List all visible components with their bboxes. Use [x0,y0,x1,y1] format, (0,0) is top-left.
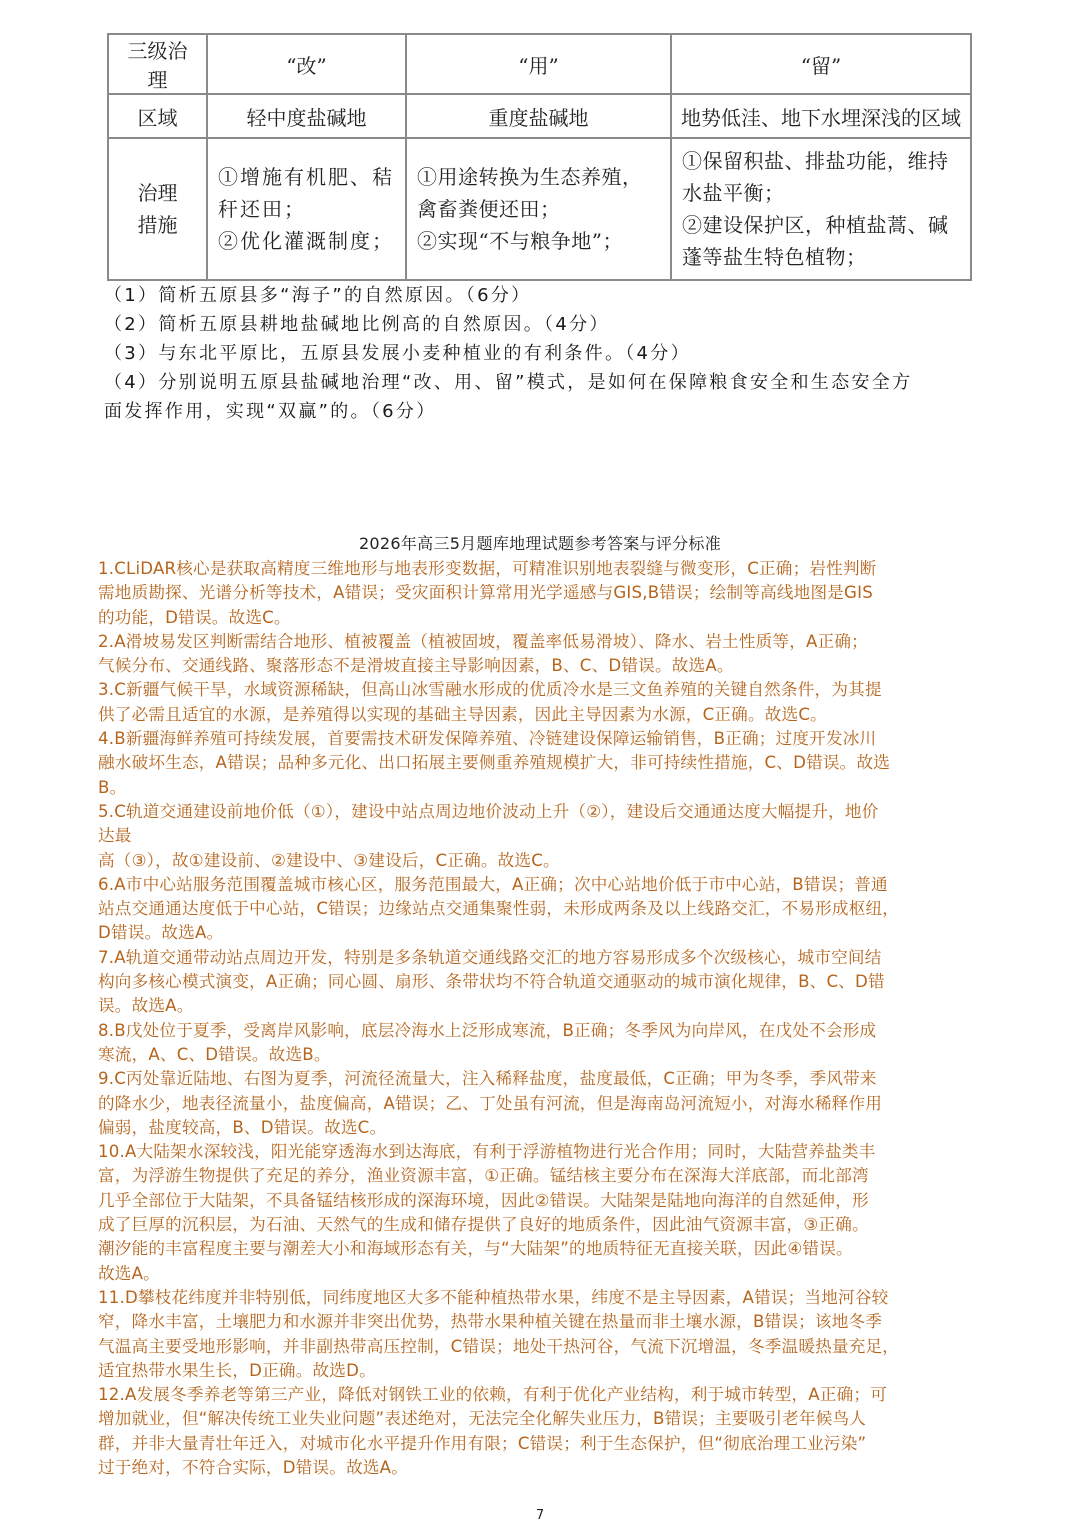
measures-cell-yong [406,138,671,280]
table-header-cell: “改” [207,34,406,94]
answer-line: 偏弱，盐度较高，B、D错误。故选C。 [98,1117,387,1137]
governance-table [107,33,972,281]
measures-label-line: 措施 [137,213,178,237]
table-header-row [108,34,971,94]
answer-line: 6.A市中心站服务范围覆盖城市核心区，服务范围最大，A正确；次中心站地价低于市中心站，B错误；普通 [98,874,888,894]
answer-line: 故选A。 [98,1263,160,1283]
region-label: 区域 [108,94,207,138]
answer-line: 误。故选A。 [98,996,194,1016]
answer-line: 窄，降水丰富，土壤肥力和水源并非突出优势，热带水果种植关键在热量而非土壤水源，B错误；该地冬季 [98,1312,883,1332]
answer-list [98,557,990,1480]
answer-line: 增加就业，但“解决传统工业失业问题”表述绝对，无法完全化解失业压力，B错误；主要吸引老年候鸟人 [98,1409,867,1429]
question-item: （1）简析五原县多“海子”的自然原因。（6分） [104,285,532,306]
answer-line: 1.CLiDAR核心是获取高精度三维地形与地表形变数据，可精准识别地表裂缝与微变形，C正确；岩性判断 [98,559,877,578]
question-item: （2）简析五原县耕地盐碱地比例高的自然原因。（4分） [104,314,610,335]
answer-line: 成了巨厚的沉积层，为石油、天然气的生成和储存提供了良好的地质条件，因此油气资源丰富，③正确。 [98,1215,869,1235]
table-header-cell: 三级治理 [108,34,207,94]
answer-line: 几乎全部位于大陆架，不具备锰结核形成的深海环境，因此②错误。大陆架是陆地向海洋的自然延伸，形 [98,1190,869,1210]
answer-line: 3.C新疆气候干旱，水域资源稀缺，但高山冰雪融水形成的优质冷水是三文鱼养殖的关键自然条件，为其提 [98,680,882,700]
table-header-cell: “留” [671,34,971,94]
answer-line: 寒流，A、C、D错误。故选B。 [98,1044,331,1064]
question-item: （4）分别说明五原县盐碱地治理“改、用、留”模式，是如何在保障粮食安全和生态安全方 [104,372,913,393]
measures-cell-liu [671,138,971,280]
answer-line: 高（③），故①建设前、②建设中、③建设后，C正确。故选C。 [98,850,560,870]
measures-line: ②建设保护区，种植盐蒿、碱 [682,213,949,237]
region-cell: 轻中度盐碱地 [207,94,406,138]
measures-line: 禽畜粪便还田； [417,197,561,221]
answer-line: 站点交通通达度低于中心站，C错误；边缘站点交通集聚性弱，未形成两条及以上线路交汇，不易形成枢纽， [98,899,900,919]
answer-line: 需地质勘探、光谱分析等技术，A错误；受灾面积计算常用光学遥感与GIS,B错误；绘制等高线地图是GIS [98,583,873,603]
answer-line: 2.A滑坡易发区判断需结合地形、植被覆盖（植被固坡，覆盖率低易滑坡）、降水、岩土性质等，A正确； [98,631,868,651]
answer-line: 9.C丙处靠近陆地、右图为夏季，河流径流量大，注入稀释盐度，盐度最低，C正确；甲为冬季，季风带来 [98,1069,877,1089]
answer-line: 7.A轨道交通带动站点周边开发，特别是多条轨道交通线路交汇的地方容易形成多个次级核心，城市空间结 [98,947,882,967]
answer-line: 11.D攀枝花纬度并非特别低，同纬度地区大多不能种植热带水果，纬度不是主导因素，A错误；当地河谷较 [98,1287,889,1307]
table-header-cell: “用” [406,34,671,94]
answer-line: D错误。故选A。 [98,923,224,943]
answer-line: 适宜热带水果生长，D正确。故选D。 [98,1360,376,1380]
measures-line: 水盐平衡； [682,181,785,205]
measures-label [108,138,207,280]
answer-line: 8.B戊处位于夏季，受离岸风影响，底层冷海水上泛形成寒流，B正确；冬季风为向岸风，在戊处不会形成 [98,1020,877,1040]
region-cell: 地势低洼、地下水埋深浅的区域 [671,94,971,138]
question-list [104,281,994,426]
region-cell: 重度盐碱地 [406,94,671,138]
measures-line: ②优化灌溉制度； [218,229,394,253]
answer-line: 达最 [98,826,132,846]
answer-line: 潮汐能的丰富程度主要与潮差大小和海域形态有关，与“大陆架”的地质特征无直接关联，因此④错误。 [98,1239,853,1259]
answer-line: 富，为浮游生物提供了充足的养分，渔业资源丰富，①正确。锰结核主要分布在深海大洋底部，而北部湾 [98,1166,869,1186]
measures-line: 蓬等盐生特色植物； [682,245,867,269]
answer-line: 的降水少，地表径流量小，盐度偏高，A错误；乙、丁处虽有河流，但是海南岛河流短小，对海水稀释作用 [98,1093,883,1113]
answer-line: 气候分布、交通线路、聚落形态不是滑坡直接主导影响因素，B、C、D错误。故选A。 [98,656,734,676]
answer-title: 2026年高三5月题库地理试题参考答案与评分标准 [358,534,722,553]
measures-line: ①保留积盐、排盐功能，维持 [682,149,949,173]
question-item: 面发挥作用，实现“双赢”的。（6分） [104,401,437,422]
answer-line: 供了必需且适宜的水源，是养殖得以实现的基础主导因素，因此主导因素为水源，C正确。故选C。 [98,704,827,724]
answer-line: 10.A大陆架水深较浅，阳光能穿透海水到达海底，有利于浮游植物进行光合作用；同时，大陆营养盐类丰 [98,1142,876,1162]
answer-line: 融水破坏生态，A错误；品种多元化、出口拓展主要侧重养殖规模扩大，非可持续性措施，C、D错误。故选 [98,753,891,773]
measures-label-line: 治理 [137,181,178,205]
table-region-row [108,94,971,138]
measures-line: ①增施有机肥、秸 [218,165,394,189]
answer-line: 5.C轨道交通建设前地价低（①），建设中站点周边地价波动上升（②），建设后交通通达度大幅提升，地价 [98,801,879,821]
answer-line: 群，并非大量青壮年迁入，对城市化水平提升作用有限；C错误；利于生态保护，但“彻底治理工业污染” [98,1433,867,1453]
answer-line: 构向多核心模式演变，A正确；同心圆、扇形、条带状均不符合轨道交通驱动的城市演化规律，B、C、D错 [98,972,885,992]
measures-line: ①用途转换为生态养殖， [417,165,643,189]
answer-line: 12.A发展冬季养老等第三产业，降低对钢铁工业的依赖，有利于优化产业结构，利于城市转型，A正确；可 [98,1385,888,1405]
answer-line: 气温高主要受地形影响，并非副热带高压控制，C错误；地处干热河谷，气流下沉增温，冬季温暖热量充足， [98,1336,900,1356]
measures-cell-gai [207,138,406,280]
measures-line: ②实现“不与粮争地”； [417,229,623,253]
answer-line: 的功能，D错误。故选C。 [98,607,291,627]
measures-line: 秆还田； [218,197,306,221]
answer-line: 4.B新疆海鲜养殖可持续发展，首要需技术研发保障养殖、冷链建设保障运输销售，B正确；过度开发冰川 [98,729,877,749]
answer-line: 过于绝对，不符合实际，D错误。故选A。 [98,1457,409,1477]
answer-line: B。 [98,777,127,797]
table-measures-row [108,138,971,280]
question-item: （3）与东北平原比，五原县发展小麦种植业的有利条件。（4分） [104,343,691,364]
page-number: 7 [535,1508,545,1523]
